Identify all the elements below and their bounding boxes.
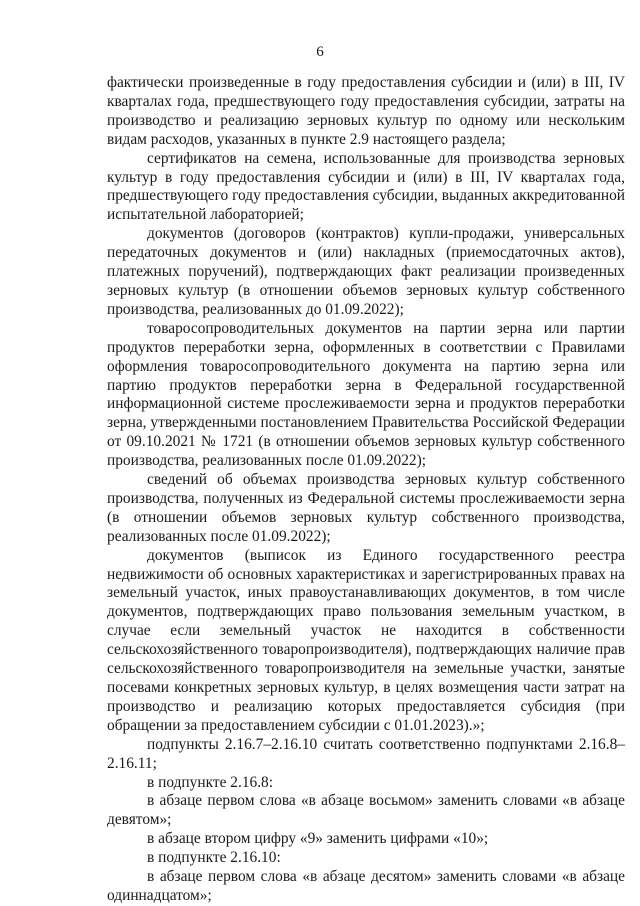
paragraph-11: в подпункте 2.16.10: [147, 849, 281, 867]
document-body [107, 74, 625, 906]
page-number: 6 [316, 44, 324, 60]
paragraph-5: сведений об объемах производства зерновых культур собственного производства, полученных из Федеральной системы прослеживаемости зерна (в отношении объемов зерновых культур собственного производства, реализованных после 01.09.2022); [107, 471, 625, 545]
paragraph-9: в абзаце первом слова «в абзаце восьмом» заменить словами «в абзаце девятом»; [107, 792, 625, 829]
paragraph-6: документов (выписок из Единого государственного реестра недвижимости об основных характеристиках и зарегистрированных правах на земельный участок, иных правоустанавливающих документов, в том числе документов, подтверждающих право пользования земельным участком, в случае если земельный участок не находится в собственности сельскохозяйственного товаропроизводителя), подтверждающих наличие прав сельскохозяйственного товаропроизводителя на земельные участки, занятые посевами конкретных зерновых культур, в целях возмещения части затрат на производство и реализацию которых предоставляется субсидия (при обращении за предоставлением субсидии с 01.01.2023).»; [107, 546, 625, 734]
paragraph-2: сертификатов на семена, использованные для производства зерновых культур в году предоставления субсидии и (или) в III, IV кварталах года, предшествующего году предоставления субсидии, выданных аккредитованной испытательной лабораторией; [107, 149, 626, 224]
paragraph-4: товаросопроводительных документов на партии зерна или партии продуктов переработки зерна, оформленных в соответствии с Правилами оформления товаросопроводительного документа на партию зерна или партию продуктов переработки зерна в Федеральной государственной информационной системе прослеживаемости зерна и продуктов переработки зерна, утвержденными постановлением Правительства Российской Федерации от 09.10.2021 № 1721 (в отношении объемов зерновых культур собственного производства, реализованных после 01.09.2022); [107, 319, 625, 470]
paragraph-8: в подпункте 2.16.8: [147, 773, 274, 791]
paragraph-10: в абзаце втором цифру «9» заменить цифрами «10»; [147, 830, 489, 848]
paragraph-1: фактически произведенные в году предоставления субсидии и (или) в III, IV кварталах года, предшествующего году предоставления субсидии, затраты на производство и реализацию зерновых культур по одному или нескольким видам расходов, указанных в пункте 2.9 настоящего раздела; [107, 74, 625, 148]
paragraph-7: подпункты 2.16.7–2.16.10 считать соответственно подпунктами 2.16.8–2.16.11; [107, 735, 625, 772]
paragraph-12: в абзаце первом слова «в абзаце десятом» заменить словами «в абзаце одиннадцатом»; [107, 868, 625, 904]
paragraph-3: документов (договоров (контрактов) купли-продажи, универсальных передаточных документов и (или) накладных (приемосдаточных актов), платежных поручений), подтверждающих факт реализации произведенных зерновых культур (в отношении объемов зерновых культур собственного производства, реализованных до 01.09.2022); [107, 225, 625, 318]
